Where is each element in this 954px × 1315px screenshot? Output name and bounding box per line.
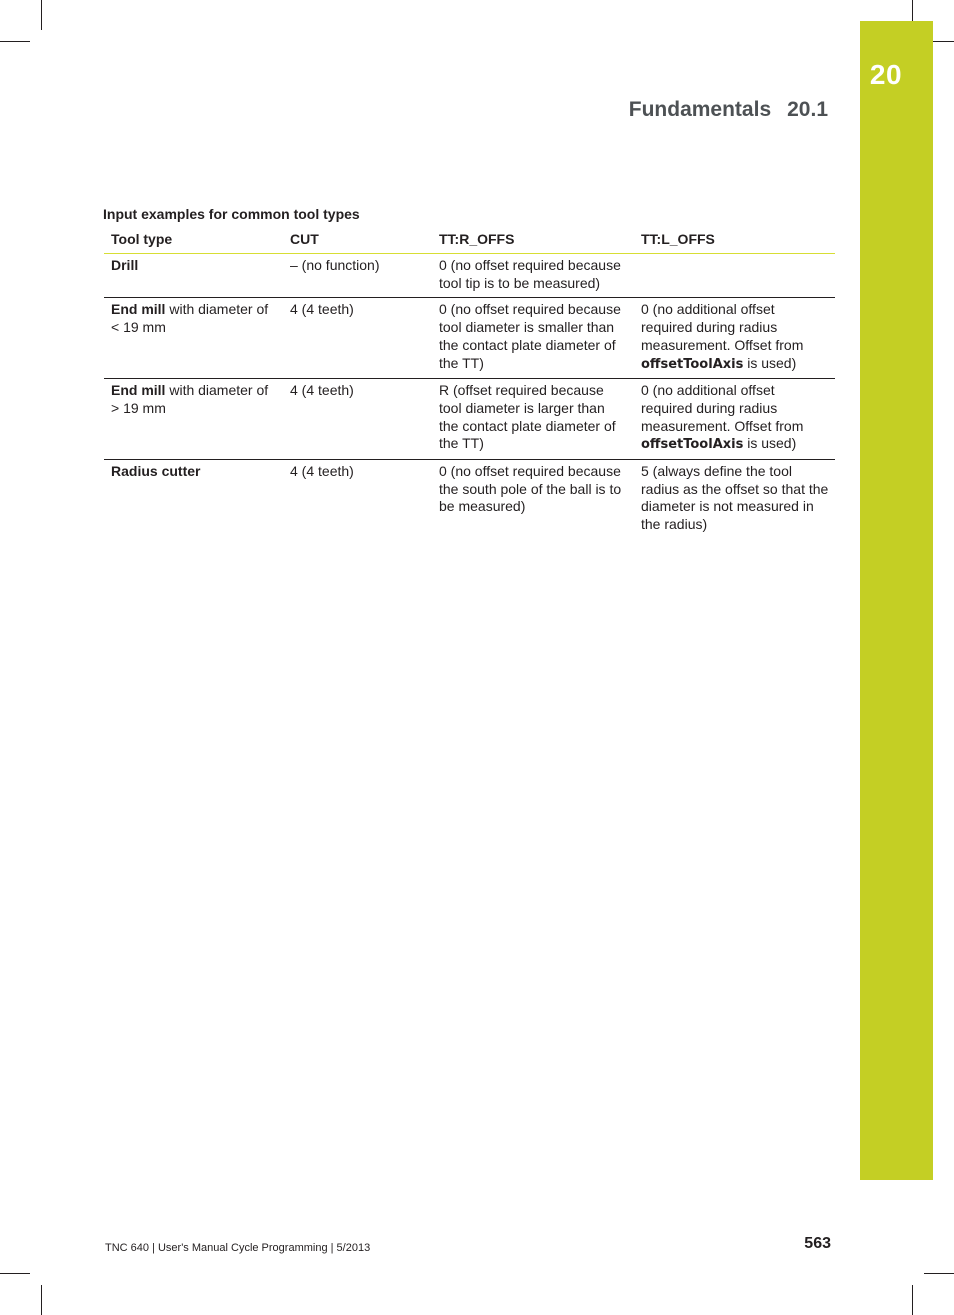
l-offs-term: offsetToolAxis <box>641 437 744 453</box>
tool-type-cell <box>104 298 283 379</box>
table-header-row <box>104 228 835 254</box>
tool-qualifier: with diameter of > 19 mm <box>111 382 269 416</box>
l-offs-cell <box>634 379 835 460</box>
l-offs-text: 5 (always define the tool radius as the offset so that the diameter is not measured in the radius) <box>641 463 829 533</box>
running-head <box>629 98 828 122</box>
cut-cell: 4 (4 teeth) <box>290 463 354 480</box>
crop-mark <box>912 1285 913 1315</box>
l-offs-text: 0 (no additional offset required during radius measurement. Offset from <box>641 301 804 353</box>
tool-name: End mill <box>111 382 166 399</box>
table-row <box>104 254 835 298</box>
table-row <box>104 460 835 540</box>
tool-qualifier: with diameter of < 19 mm <box>111 301 269 336</box>
table-row <box>104 379 835 460</box>
crop-mark <box>41 0 42 30</box>
crop-mark <box>41 1285 42 1315</box>
crop-mark <box>924 1273 954 1274</box>
cut-cell: 4 (4 teeth) <box>283 298 432 379</box>
l-offs-cell <box>634 298 835 379</box>
l-offs-term: offsetToolAxis <box>641 356 744 372</box>
l-offs-text-end: is used) <box>743 435 797 452</box>
l-offs-text: 0 (no additional offset required during radius measurement. Offset from <box>641 382 804 434</box>
tool-type-cell <box>104 379 283 460</box>
chapter-number: 20 <box>869 59 903 90</box>
r-offs-cell: 0 (no offset required because the south pole of the ball is to be measured) <box>439 463 622 515</box>
section-number: 20.1 <box>787 98 828 121</box>
crop-mark <box>0 41 30 42</box>
r-offs-cell: 0 (no offset required because tool tip is to be measured) <box>432 254 634 298</box>
column-header-tool-type: Tool type <box>104 228 283 254</box>
crop-mark <box>0 1273 30 1274</box>
section-title: Fundamentals <box>628 98 772 121</box>
column-header-cut: CUT <box>283 228 432 254</box>
table-row <box>104 298 835 379</box>
l-offs-text-end: is used) <box>743 354 797 371</box>
l-offs-cell <box>634 254 835 298</box>
column-header-r-offs: TT:R_OFFS <box>432 228 634 254</box>
tool-type-cell <box>104 254 283 298</box>
tool-name: Radius cutter <box>111 463 201 480</box>
footer-text: TNC 640 | User's Manual Cycle Programming | 5/2013 <box>105 1242 371 1254</box>
r-offs-cell: R (offset required because tool diameter is larger than the contact plate diameter of the TT) <box>432 379 634 460</box>
tool-type-cell <box>104 460 283 540</box>
l-offs-cell <box>634 460 835 540</box>
tool-name: End mill <box>111 301 166 318</box>
cut-cell: – (no function) <box>283 254 432 298</box>
table-caption: Input examples for common tool types <box>103 206 360 222</box>
cut-cell: 4 (4 teeth) <box>283 379 432 460</box>
tool-types-table <box>104 228 835 540</box>
r-offs-cell: 0 (no offset required because tool diameter is smaller than the contact plate diameter of the TT) <box>432 298 634 379</box>
tool-name: Drill <box>111 257 139 273</box>
column-header-l-offs: TT:L_OFFS <box>634 228 835 254</box>
chapter-tab <box>860 21 933 1180</box>
page-number: 563 <box>804 1235 831 1252</box>
